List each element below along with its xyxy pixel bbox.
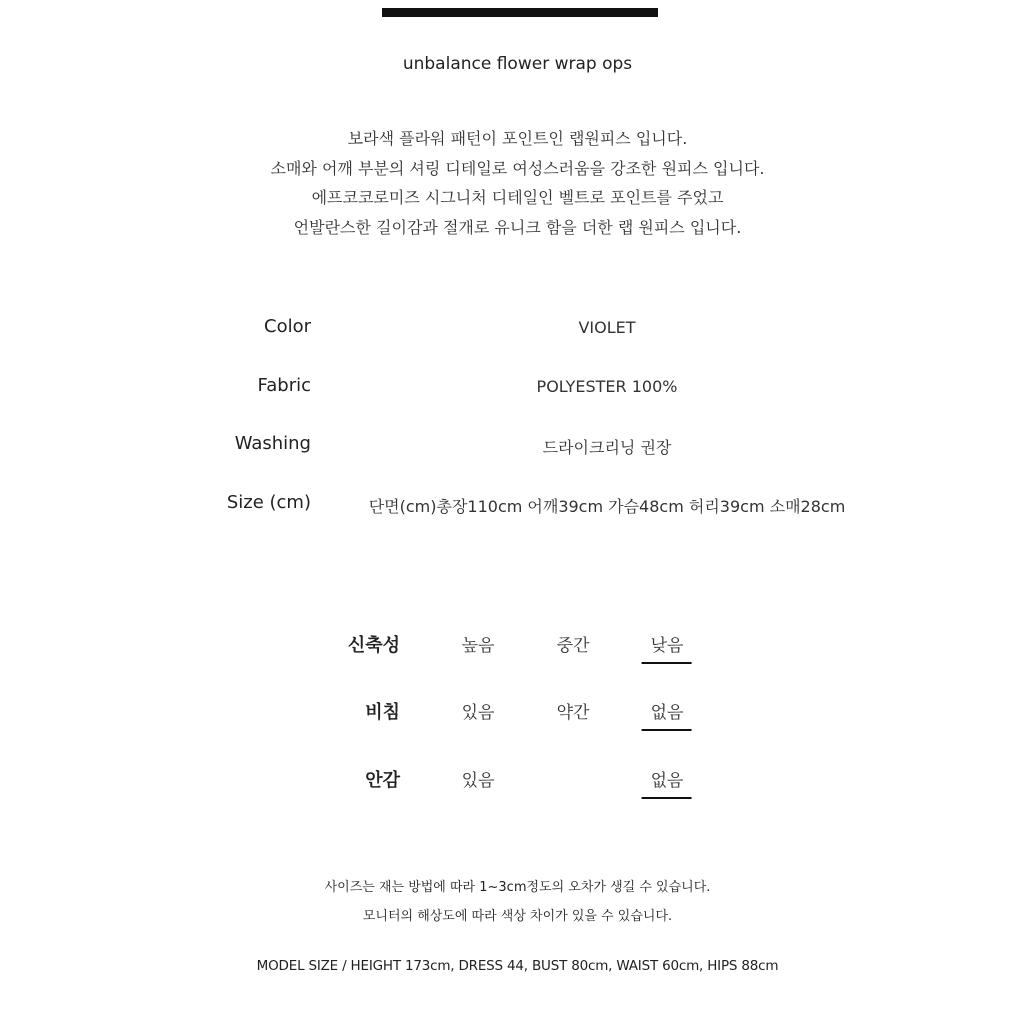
product-title: unbalance flower wrap ops bbox=[402, 54, 633, 74]
size-note: 사이즈는 재는 방법에 따라 1~3cm정도의 오차가 생길 수 있습니다. bbox=[324, 880, 711, 895]
rating-option: 높음 bbox=[461, 636, 495, 656]
description-line: 언발란스한 길이감과 절개로 유니크 함을 더한 랩 원피스 입니다. bbox=[293, 217, 742, 237]
product-description bbox=[0, 124, 1035, 242]
rating-option: 있음 bbox=[461, 771, 495, 791]
spec-label: Size (cm) bbox=[226, 492, 311, 513]
rating-option: 약간 bbox=[556, 703, 590, 723]
spec-row-washing bbox=[0, 433, 1035, 463]
top-divider-bar bbox=[382, 8, 658, 17]
rating-option-selected: 낮음 bbox=[651, 631, 684, 660]
rating-option: 있음 bbox=[461, 703, 495, 723]
spec-value: 드라이크리닝 권장 bbox=[542, 438, 672, 457]
rating-row-sheerness bbox=[0, 698, 1035, 734]
description-line: 소매와 어깨 부분의 셔링 디테일로 여성스러움을 강조한 원피스 입니다. bbox=[270, 158, 765, 178]
description-line: 보라색 플라워 패턴이 포인트인 랩원피스 입니다. bbox=[347, 129, 688, 148]
spec-value: VIOLET bbox=[578, 318, 636, 337]
spec-row-size bbox=[0, 492, 1035, 522]
model-size-info: MODEL SIZE / HEIGHT 173cm, DRESS 44, BUST 80cm, WAIST 60cm, HIPS 88cm bbox=[256, 958, 779, 974]
spec-value: 단면(cm)총장110cm 어깨39cm 가슴48cm 허리39cm 소매28cm bbox=[368, 497, 846, 516]
spec-value: POLYESTER 100% bbox=[536, 377, 678, 396]
rating-label: 안감 bbox=[365, 770, 400, 791]
rating-label: 신축성 bbox=[347, 635, 400, 656]
rating-option-selected: 없음 bbox=[651, 698, 684, 727]
spec-label: Washing bbox=[234, 433, 311, 454]
color-note: 모니터의 해상도에 따라 색상 차이가 있을 수 있습니다. bbox=[362, 909, 673, 924]
rating-row-stretch bbox=[0, 631, 1035, 667]
description-line: 에프코코로미즈 시그니처 디테일인 벨트로 포인트를 주었고 bbox=[311, 188, 724, 207]
spec-label: Fabric bbox=[257, 375, 311, 396]
rating-label: 비침 bbox=[365, 702, 400, 723]
rating-row-lining bbox=[0, 766, 1035, 802]
rating-option: 중간 bbox=[556, 636, 590, 656]
spec-row-fabric bbox=[0, 375, 1035, 405]
spec-row-color bbox=[0, 316, 1035, 346]
spec-label: Color bbox=[264, 316, 311, 337]
rating-option-selected: 없음 bbox=[651, 766, 684, 795]
